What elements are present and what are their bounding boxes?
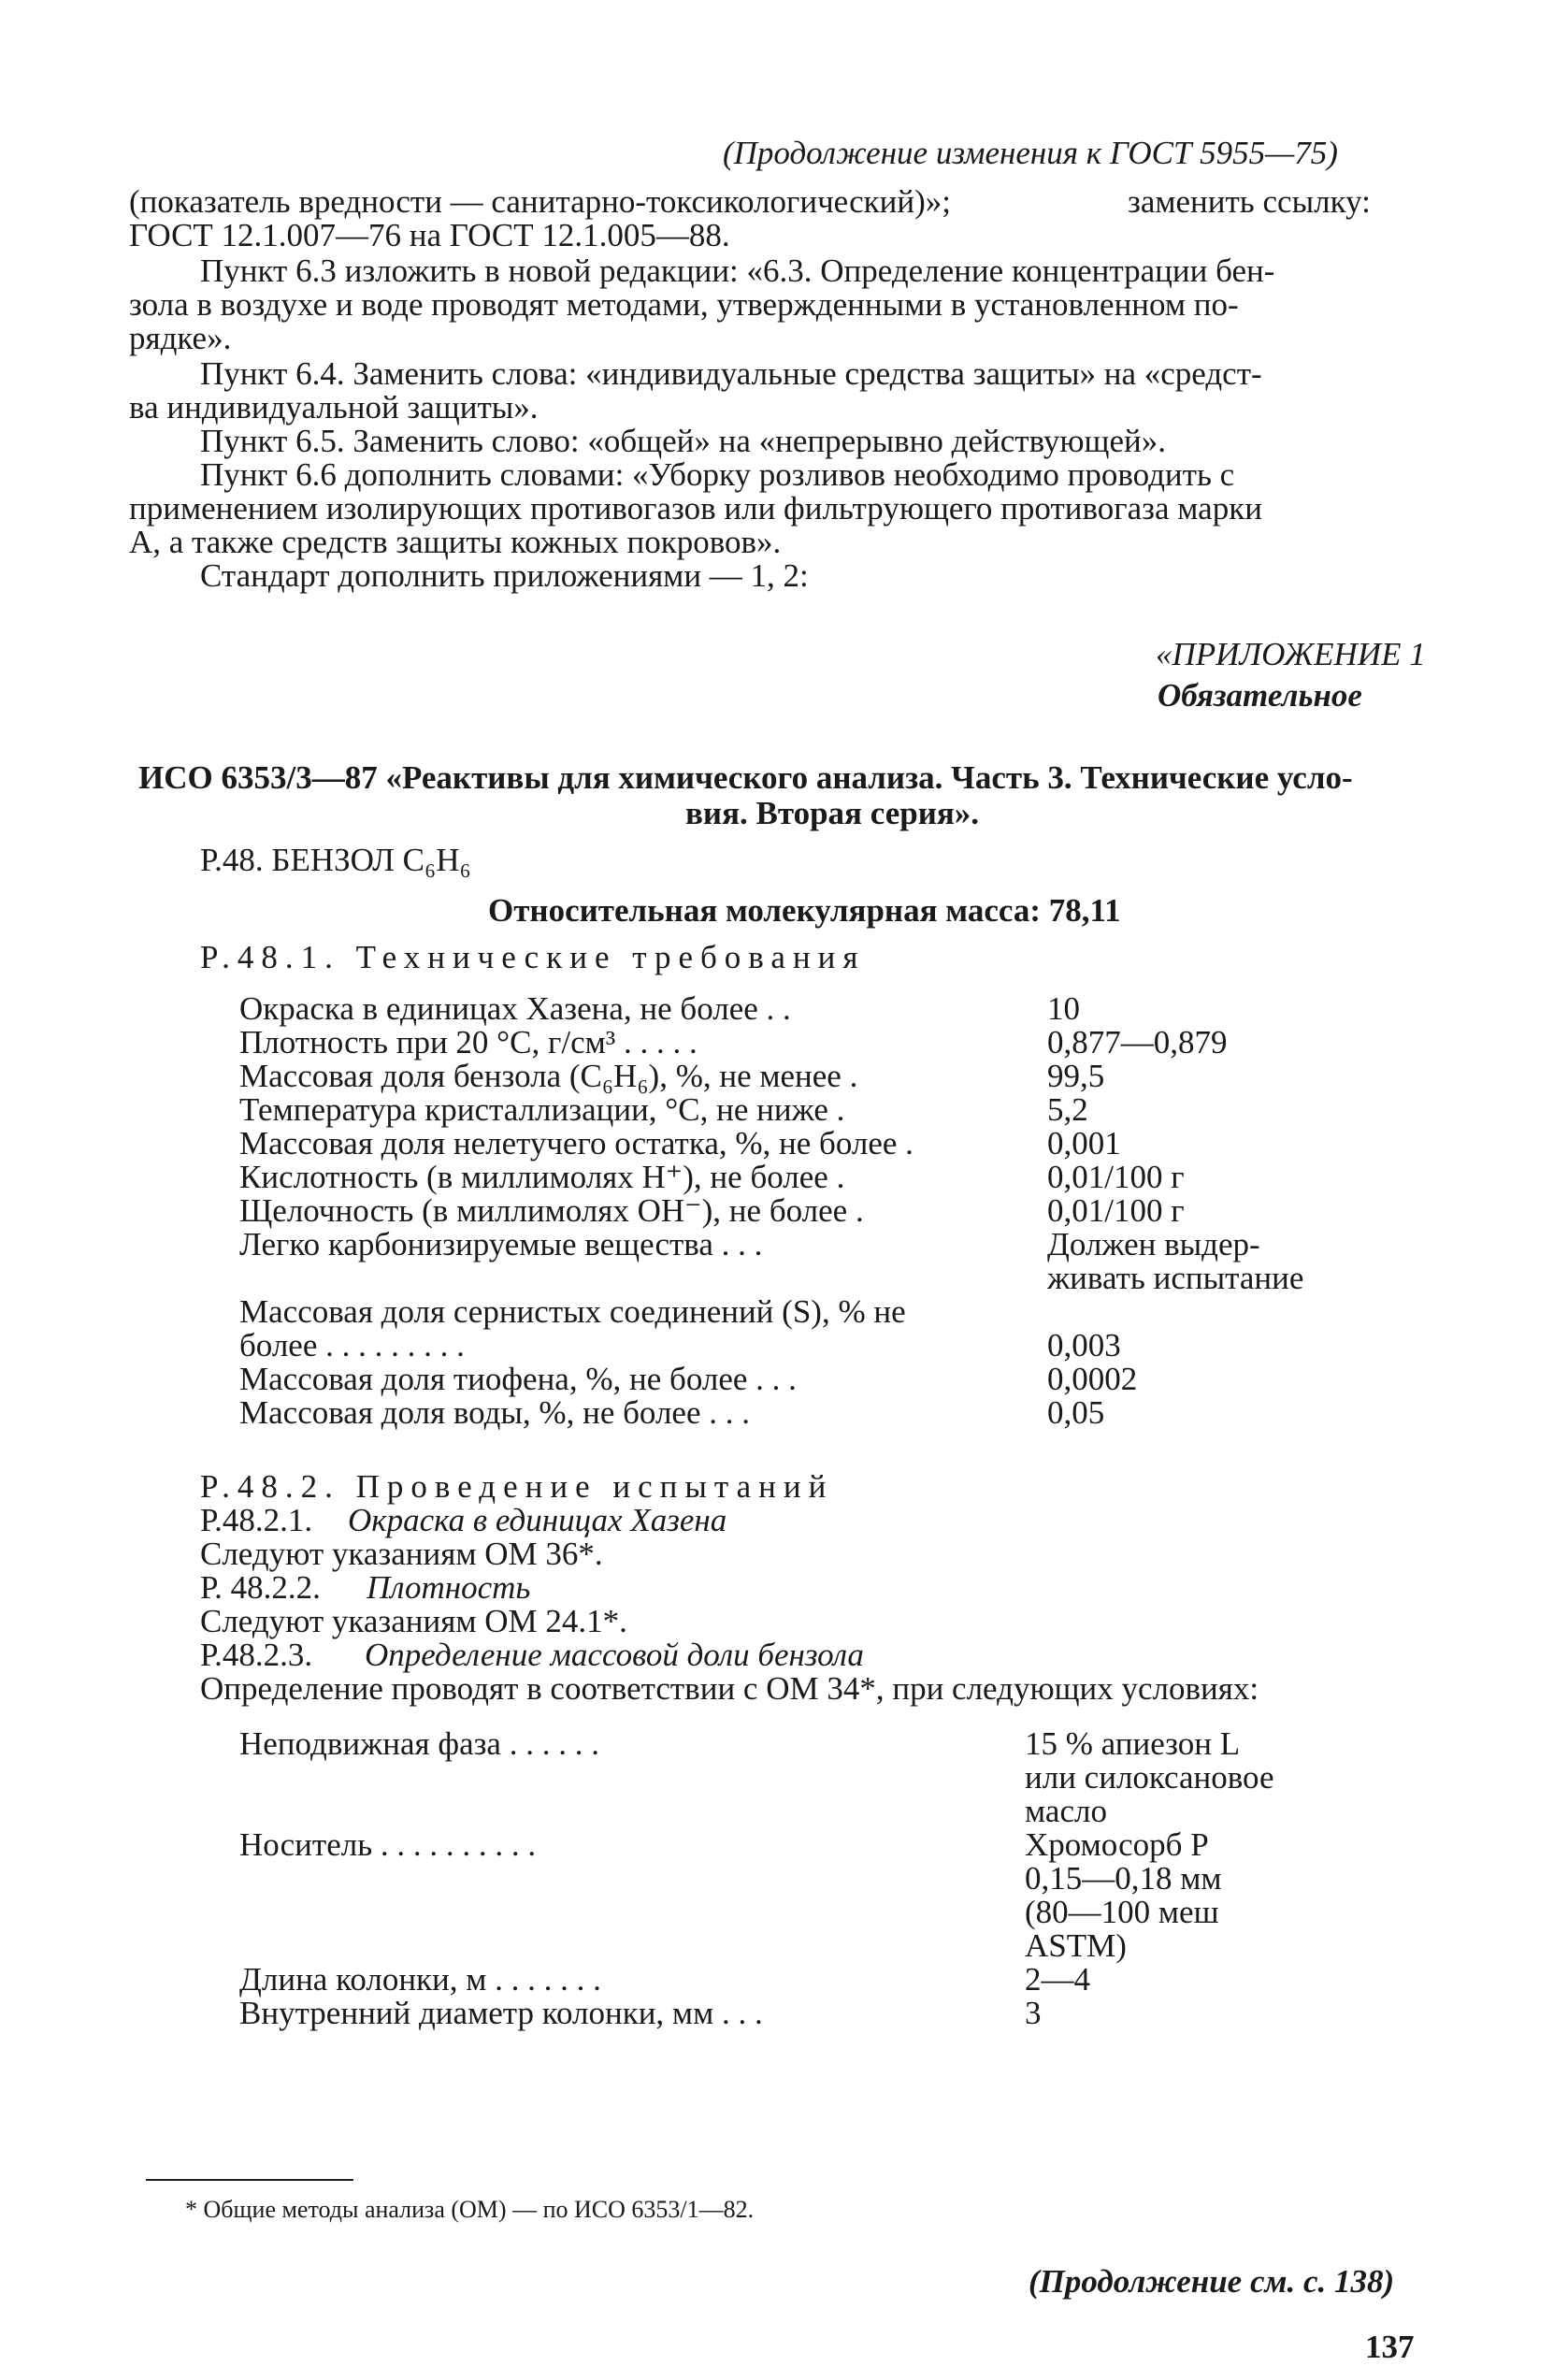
requirement-value: 0,05: [1047, 1394, 1105, 1431]
appendix-subtitle: Обязательное: [1158, 677, 1362, 714]
table-row: [239, 1227, 1361, 1262]
requirement-label: Легко карбонизируемые вещества . . .: [239, 1226, 763, 1262]
subsection-title: Плотность: [367, 1569, 531, 1606]
paragraph-line: ва индивидуальной защиты».: [129, 389, 539, 426]
requirement-label: Массовая доля бензола (C₆H₆), %, не менее .: [239, 1058, 858, 1094]
paragraph-line: зола в воздухе и воде проводят методами, утвержденными в установленном по-: [129, 286, 1239, 323]
subsection-text: Следуют указаниям ОМ 36*.: [200, 1536, 603, 1572]
requirement-value: Должен выдер-: [1047, 1226, 1260, 1262]
footnote-divider: [146, 2179, 353, 2181]
subsection-text: Следуют указаниям ОМ 24.1*.: [200, 1603, 627, 1639]
condition-value: ASTM): [1025, 1927, 1127, 1964]
condition-label: Длина колонки, м . . . . . . .: [239, 1961, 601, 1998]
requirement-value: 5,2: [1047, 1091, 1088, 1128]
table-row: [239, 1362, 1361, 1396]
paragraph-line: Пункт 6.4. Заменить слова: «индивидуальные средства защиты» на «средст-: [200, 355, 1262, 392]
paragraph-line: Пункт 6.6 дополнить словами: «Уборку розливов необходимо проводить с: [200, 456, 1235, 493]
condition-value: (80—100 меш: [1025, 1894, 1219, 1930]
table-row: [239, 1160, 1361, 1194]
subsection-code: Р. 48.2.2.: [200, 1569, 321, 1606]
requirement-label: Окраска в единицах Хазена, не более . .: [239, 990, 791, 1027]
paragraph-line: применением изолирующих противогазов или фильтрующего противогаза марки: [129, 490, 1262, 527]
condition-value: или силоксановое: [1025, 1759, 1274, 1796]
table-row: [239, 1025, 1361, 1060]
table-row: [239, 1126, 1361, 1161]
requirement-label: Массовая доля воды, %, не более . . .: [239, 1394, 750, 1431]
appendix-title: «ПРИЛОЖЕНИЕ 1: [1156, 636, 1426, 672]
subsection-title: Определение массовой доли бензола: [365, 1637, 864, 1673]
table-row: [239, 1193, 1361, 1228]
subsection-code: Р.48.2.3.: [200, 1637, 313, 1673]
requirement-label: Температура кристаллизации, °С, не ниже .: [239, 1091, 845, 1128]
paragraph-line: Стандарт дополнить приложениями — 1, 2:: [200, 557, 809, 594]
condition-label: Неподвижная фаза . . . . . .: [239, 1725, 599, 1762]
subsection-text: Определение проводят в соответствии с ОМ 34*, при следующих условиях:: [200, 1670, 1259, 1707]
requirements-heading: Р.48.1. Технические требования: [200, 939, 866, 975]
tests-heading: Р.48.2. Проведение испытаний: [200, 1468, 834, 1505]
continuation-footer: (Продолжение см. с. 138): [1029, 2263, 1395, 2300]
table-row: [239, 991, 1361, 1026]
requirement-value: 0,001: [1047, 1125, 1121, 1161]
footnote: * Общие методы анализа (ОМ) — по ИСО 6353/1—82.: [185, 2196, 755, 2223]
molar-mass: Относительная молекулярная масса: 78,11: [488, 892, 1121, 929]
section-code: Р.48. БЕНЗОЛ C₆H₆: [200, 842, 471, 878]
iso-title-line: вия. Вторая серия».: [685, 795, 980, 831]
continuation-header: (Продолжение изменения к ГОСТ 5955—75): [723, 135, 1338, 171]
table-row: [239, 1092, 1361, 1127]
requirement-value: 0,0002: [1047, 1361, 1138, 1397]
condition-value: 15 % апиезон L: [1025, 1725, 1241, 1762]
requirement-label: Массовая доля тиофена, %, не более . . .: [239, 1361, 797, 1397]
condition-value: масло: [1025, 1793, 1107, 1829]
requirement-label: Массовая доля сернистых соединений (S), % не: [239, 1293, 906, 1330]
iso-title-line: ИСО 6353/3—87 «Реактивы для химического анализа. Часть 3. Технические усло-: [138, 759, 1353, 796]
condition-value: 0,15—0,18 мм: [1025, 1860, 1222, 1897]
table-row: [239, 1261, 1361, 1295]
requirement-label: Плотность при 20 °С, г/см³ . . . . .: [239, 1024, 698, 1060]
condition-label: Носитель . . . . . . . . . .: [239, 1826, 537, 1863]
paragraph-line: (показатель вредности — санитарно-токсикологический)»;: [129, 183, 951, 220]
paragraph-line: заменить ссылку:: [1128, 183, 1371, 220]
table-row: [239, 1059, 1361, 1093]
condition-label: Внутренний диаметр колонки, мм . . .: [239, 1995, 763, 2031]
paragraph-line: Пункт 6.3 изложить в новой редакции: «6.3. Определение концентрации бен-: [200, 252, 1275, 289]
condition-value: 2—4: [1025, 1961, 1090, 1998]
paragraph-line: Пункт 6.5. Заменить слово: «общей» на «непрерывно действующей».: [200, 423, 1167, 459]
requirement-label: более . . . . . . . . .: [239, 1327, 465, 1363]
condition-value: 3: [1025, 1995, 1042, 2031]
requirement-value: живать испытание: [1047, 1260, 1304, 1296]
table-row: [239, 1294, 1361, 1329]
requirement-value: 10: [1047, 990, 1080, 1027]
requirement-value: 0,01/100 г: [1047, 1192, 1185, 1229]
requirement-value: 0,01/100 г: [1047, 1159, 1185, 1195]
requirement-value: 99,5: [1047, 1058, 1105, 1094]
requirement-label: Щелочность (в миллимолях ОН⁻), не более .: [239, 1192, 864, 1229]
paragraph-line: рядке».: [129, 320, 232, 356]
requirement-label: Кислотность (в миллимолях Н⁺), не более .: [239, 1159, 845, 1195]
paragraph-line: ГОСТ 12.1.007—76 на ГОСТ 12.1.005—88.: [129, 217, 730, 253]
subsection-title: Окраска в единицах Хазена: [348, 1502, 727, 1538]
subsection-code: Р.48.2.1.: [200, 1502, 313, 1538]
requirement-label: Массовая доля нелетучего остатка, %, не более .: [239, 1125, 913, 1161]
condition-value: Хромосорб Р: [1025, 1826, 1209, 1863]
requirement-value: 0,877—0,879: [1047, 1024, 1228, 1060]
table-row: [239, 1395, 1361, 1430]
table-row: [239, 1328, 1361, 1363]
paragraph-line: А, а также средств защиты кожных покровов».: [129, 524, 782, 560]
page-number: 137: [1365, 2329, 1415, 2365]
requirement-value: 0,003: [1047, 1327, 1121, 1363]
